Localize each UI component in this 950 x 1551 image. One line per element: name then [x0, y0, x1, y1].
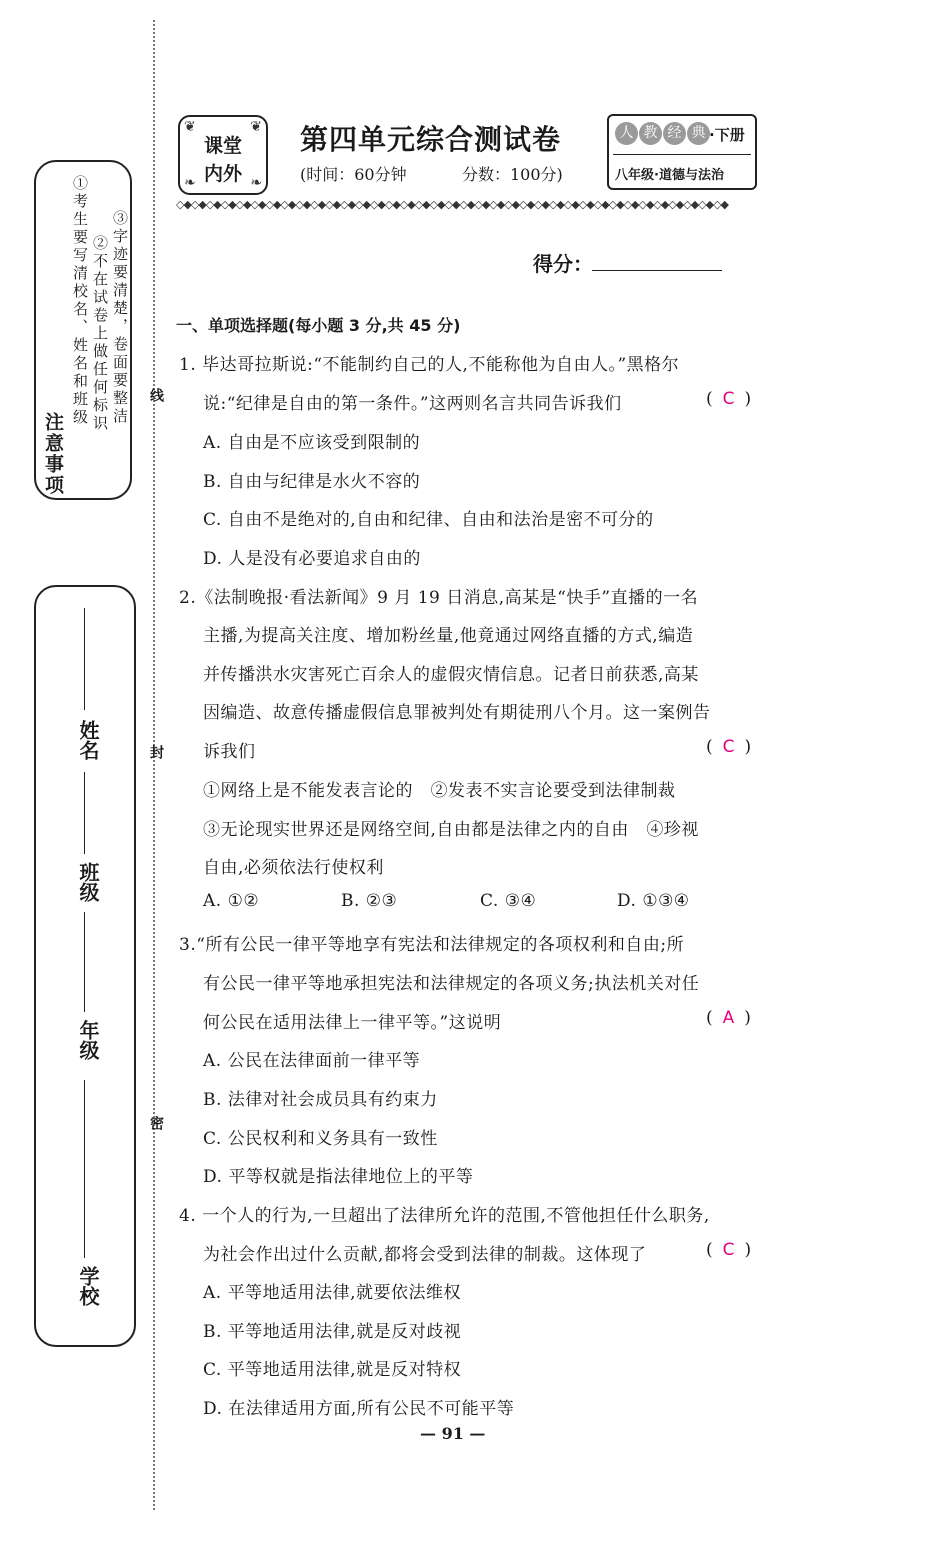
binding-dotted-line [153, 20, 155, 1510]
page-title: 第四单元综合测试卷 [300, 123, 562, 156]
q1-option-b: B. 自由与纪律是水火不容的 [203, 472, 421, 492]
q2-option-a: A. ①② [203, 891, 260, 911]
badge-bottom: 八年级·道德与法治 [615, 168, 724, 183]
q4-option-d: D. 在法律适用方面,所有公民不可能平等 [203, 1399, 515, 1419]
q4-line2: 为社会作出过什么贡献,都将会受到法律的制裁。这体现了 [203, 1245, 647, 1265]
q3-option-c: C. 公民权利和义务具有一致性 [203, 1129, 438, 1149]
q1-line1: 1. 毕达哥拉斯说:“不能制约自己的人,不能称他为自由人。”黑格尔 [179, 355, 680, 375]
q3-option-a: A. 公民在法律面前一律平等 [203, 1051, 421, 1071]
q2-statement-3: 自由,必须依法行使权利 [203, 858, 384, 878]
q2-answer-letter: C [722, 737, 735, 757]
notice-title: 注意事项 [42, 412, 64, 496]
q1-answer: ( C ) [706, 389, 752, 409]
name-line[interactable] [84, 608, 85, 710]
q4-option-b: B. 平等地适用法律,就是反对歧视 [203, 1322, 462, 1342]
q2-line5: 诉我们 [203, 742, 256, 762]
q2-statement-2: ③无论现实世界还是网络空间,自由都是法律之内的自由 ④珍视 [203, 820, 699, 840]
seal-char-secret: 密 [148, 1116, 164, 1130]
notice-item-2: ②不在试卷上做任何标识 [91, 235, 109, 433]
time-info: (时间：60分钟 [300, 165, 407, 184]
q4-answer-letter: C [722, 1240, 735, 1260]
score-info: 分数：100分) [462, 165, 563, 184]
q1-option-c: C. 自由不是绝对的,自由和纪律、自由和法治是密不可分的 [203, 510, 654, 530]
school-line[interactable] [84, 1080, 85, 1258]
class-label: 班级 [76, 862, 100, 902]
student-info-box [34, 585, 136, 1347]
q2-option-c: C. ③④ [480, 891, 537, 911]
q3-answer-letter: A [722, 1008, 735, 1028]
badge-circle: 典 [687, 122, 710, 145]
grade-label: 年级 [76, 1020, 100, 1060]
class-line[interactable] [84, 772, 85, 854]
page-number: — 91 — [420, 1424, 486, 1443]
section-title: 一、单项选择题(每小题 3 分,共 45 分) [176, 316, 461, 335]
notice-item-3: ③字迹要清楚，卷面要整洁 [111, 210, 129, 426]
ornament-icon: ❦ [184, 119, 196, 135]
name-label: 姓名 [76, 720, 100, 760]
series-badge [607, 114, 757, 190]
badge-divider [613, 154, 751, 155]
q4-answer: ( C ) [706, 1240, 752, 1260]
q4-option-c: C. 平等地适用法律,就是反对特权 [203, 1360, 462, 1380]
logo-line2: 内外 [204, 163, 243, 185]
q2-option-d: D. ①③④ [617, 891, 690, 911]
q1-option-a: A. 自由是不应该受到限制的 [203, 433, 421, 453]
ornament-icon: ❦ [250, 119, 262, 135]
q3-line3: 何公民在适用法律上一律平等。”这说明 [203, 1013, 502, 1033]
q2-line2: 主播,为提高关注度、增加粉丝量,他竟通过网络直播的方式,编造 [203, 626, 694, 646]
badge-circle: 教 [639, 122, 662, 145]
badge-circles [615, 122, 710, 145]
badge-suffix: ·下册 [709, 126, 745, 144]
ornament-rule: ◇◆◇◆◇◆◇◆◇◆◇◆◇◆◇◆◇◆◇◆◇◆◇◆◇◆◇◆◇◆◇◆◇◆◇◆◇◆◇◆◇◆◇◆◇◆◇◆◇◆◇◆◇◆◇◆◇◆◇◆◇◆◇◆◇◆◇◆◇◆◇◆◇◆ [176, 198, 729, 211]
seal-char-line: 线 [148, 388, 164, 402]
q4-option-a: A. 平等地适用法律,就要依法维权 [203, 1283, 461, 1303]
q2-line3: 并传播洪水灾害死亡百余人的虚假灾情信息。记者日前获悉,高某 [203, 665, 699, 685]
q1-option-d: D. 人是没有必要追求自由的 [203, 549, 421, 569]
logo-line1: 课堂 [204, 135, 243, 157]
seal-char-seal: 封 [148, 745, 164, 759]
score-label: 得分： [533, 252, 593, 276]
q3-line1: 3.“所有公民一律平等地享有宪法和法律规定的各项权利和自由;所 [179, 935, 685, 955]
badge-circle: 人 [615, 122, 638, 145]
grade-line[interactable] [84, 912, 85, 1012]
q2-line4: 因编造、故意传播虚假信息罪被判处有期徒刑八个月。这一案例告 [203, 703, 711, 723]
badge-circle: 经 [663, 122, 686, 145]
q3-option-b: B. 法律对社会成员具有约束力 [203, 1090, 438, 1110]
notice-item-1: ①考生要写清校名、姓名和班级 [71, 175, 89, 427]
q1-line2: 说:“纪律是自由的第一条件。”这两则名言共同告诉我们 [203, 394, 622, 414]
q4-line1: 4. 一个人的行为,一旦超出了法律所允许的范围,不管他担任什么职务, [179, 1206, 710, 1226]
q3-option-d: D. 平等权就是指法律地位上的平等 [203, 1167, 474, 1187]
score-field[interactable] [592, 270, 722, 271]
q2-answer: ( C ) [706, 737, 752, 757]
logo [178, 115, 268, 195]
q2-statement-1: ①网络上是不能发表言论的 ②发表不实言论要受到法律制裁 [203, 781, 676, 801]
q2-line1: 2.《法制晚报·看法新闻》9 月 19 日消息,高某是“快手”直播的一名 [179, 588, 699, 608]
ornament-icon: ❧ [250, 175, 262, 191]
ornament-icon: ❧ [184, 175, 196, 191]
q1-answer-letter: C [722, 389, 735, 409]
q2-option-b: B. ②③ [341, 891, 398, 911]
q3-line2: 有公民一律平等地承担宪法和法律规定的各项义务;执法机关对任 [203, 974, 700, 994]
q3-answer: ( A ) [706, 1008, 751, 1028]
school-label: 学校 [76, 1266, 100, 1306]
